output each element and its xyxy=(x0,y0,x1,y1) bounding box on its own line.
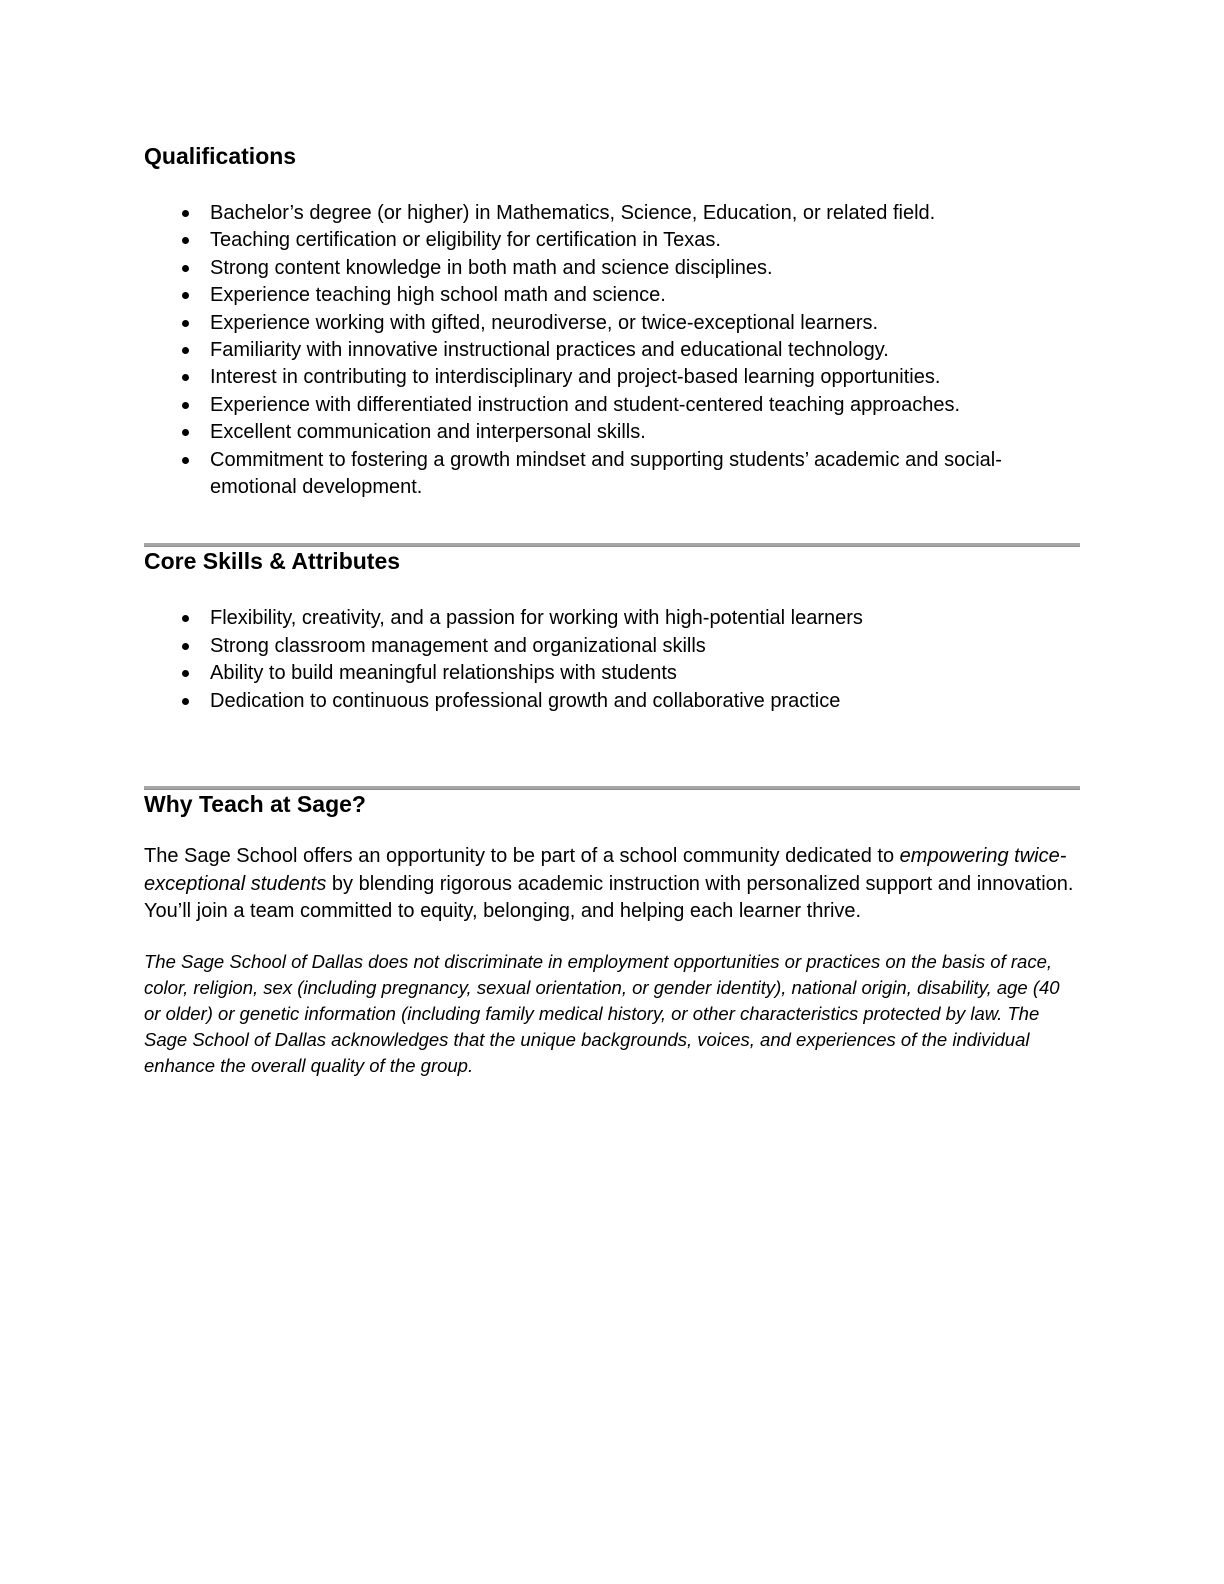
why-teach-paragraph xyxy=(144,843,1080,925)
paragraph-text: by blending rigorous academic instruction with personalized support and innovation. You’ll join a team committed to equity, belonging, and helping each learner thrive. xyxy=(144,872,1074,922)
qualifications-heading: Qualifications xyxy=(144,143,297,169)
section-qualifications xyxy=(144,142,1080,501)
paragraph-italic-phrase: empowering twice-exceptional students xyxy=(144,845,1067,895)
list-item: Flexibility, creativity, and a passion for working with high-potential learners xyxy=(144,605,1080,632)
core-skills-heading: Core Skills & Attributes xyxy=(144,548,401,575)
list-item: Commitment to fostering a growth mindset and supporting students’ academic and social-emotional development. xyxy=(144,447,1080,502)
eeo-disclaimer-paragraph: The Sage School of Dallas does not discriminate in employment opportunities or practices on the basis of race, color, religion, sex (including pregnancy, sexual orientation, or gender identity), national origin, disability, age (40 or older) or genetic information (including family medical history, or other characteristics protected by law. The Sage School of Dallas acknowledges that the unique backgrounds, voices, and experiences of the individual enhance the overall quality of the group. xyxy=(144,951,1060,1077)
list-item: Teaching certification or eligibility for certification in Texas. xyxy=(144,227,1080,254)
list-item: Bachelor’s degree (or higher) in Mathematics, Science, Education, or related field. xyxy=(144,200,1080,227)
section-core-skills xyxy=(144,547,1080,715)
core-skills-list xyxy=(144,605,1080,715)
section-why-teach xyxy=(144,790,1080,1079)
list-item: Familiarity with innovative instructional practices and educational technology. xyxy=(144,337,1080,364)
qualifications-list xyxy=(144,200,1080,501)
list-item: Experience teaching high school math and science. xyxy=(144,282,1080,309)
list-item: Strong classroom management and organizational skills xyxy=(144,633,1080,660)
list-item: Ability to build meaningful relationships with students xyxy=(144,660,1080,687)
list-item: Experience with differentiated instruction and student-centered teaching approaches. xyxy=(144,392,1080,419)
list-item: Strong content knowledge in both math and science disciplines. xyxy=(144,255,1080,282)
list-item: Interest in contributing to interdisciplinary and project-based learning opportunities. xyxy=(144,364,1080,391)
why-teach-heading: Why Teach at Sage? xyxy=(144,791,366,818)
list-item: Excellent communication and interpersonal skills. xyxy=(144,419,1080,446)
paragraph-text: The Sage School offers an opportunity to be part of a school community dedicated to xyxy=(144,845,900,868)
list-item: Experience working with gifted, neurodiverse, or twice-exceptional learners. xyxy=(144,310,1080,337)
list-item: Dedication to continuous professional growth and collaborative practice xyxy=(144,688,1080,715)
